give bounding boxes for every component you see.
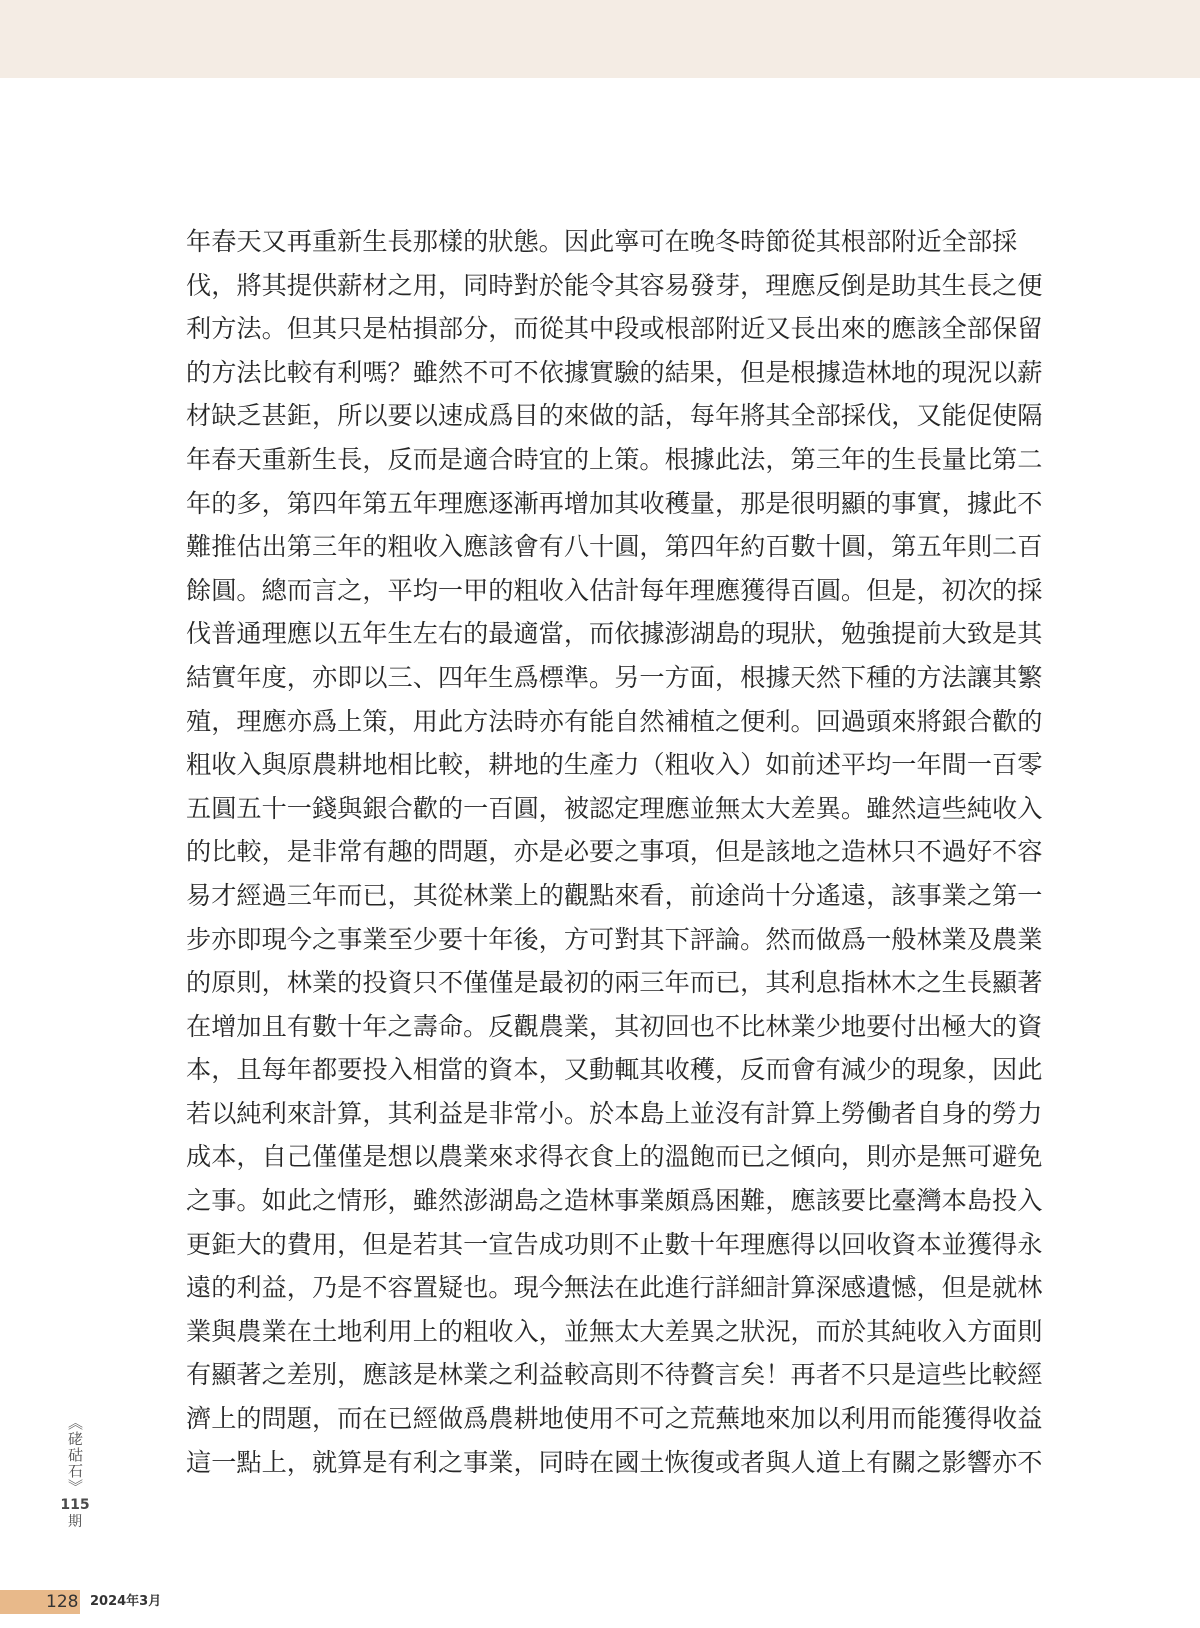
body-line: 有顯著之差別，應該是林業之利益較高則不待贅言矣！再者不只是這些比較經 (186, 1360, 1043, 1390)
body-line: 年的多，第四年第五年理應逐漸再增加其收穫量，那是很明顯的事實，據此不 (186, 488, 1043, 518)
body-line: 的方法比較有利嗎？雖然不可不依據實驗的結果，但是根據造林地的現況以薪 (186, 357, 1043, 387)
body-line: 濟上的問題，而在已經做爲農耕地使用不可之荒蕪地來加以利用而能獲得收益 (186, 1404, 1043, 1434)
body-line: 伐，將其提供薪材之用，同時對於能令其容易發芽，理應反倒是助其生長之便 (186, 270, 1043, 300)
body-line: 成本，自己僅僅是想以農業來求得衣食上的溫飽而已之傾向，則亦是無可避免 (186, 1142, 1043, 1172)
body-line: 遠的利益，乃是不容置疑也。現今無法在此進行詳細計算深感遺憾，但是就林 (186, 1273, 1043, 1303)
issue-unit: 期 (68, 1514, 82, 1530)
article-body (186, 220, 1043, 1484)
body-line: 五圓五十一錢與銀合歡的一百圓，被認定理應並無太大差異。雖然這些純收入 (186, 793, 1043, 823)
body-line: 這一點上，就算是有利之事業，同時在國土恢復或者與人道上有關之影響亦不 (186, 1447, 1043, 1477)
body-line: 年春天重新生長，反而是適合時宜的上策。根據此法，第三年的生長量比第二 (186, 444, 1043, 474)
issue-number: 115 (60, 1497, 90, 1513)
publication-side-label (60, 1415, 90, 1531)
body-line: 的原則，林業的投資只不僅僅是最初的兩三年而已，其利息指林木之生長顯著 (186, 968, 1043, 998)
body-line: 之事。如此之情形，雖然澎湖島之造林事業頗爲困難，應該要比臺灣本島投入 (186, 1186, 1043, 1216)
body-line: 在增加且有數十年之壽命。反觀農業，其初回也不比林業少地要付出極大的資 (186, 1011, 1043, 1041)
body-line: 本，且每年都要投入相當的資本，又動輒其收穫，反而會有減少的現象，因此 (186, 1055, 1043, 1085)
body-line: 難推估出第三年的粗收入應該會有八十圓，第四年約百數十圓，第五年則二百 (186, 532, 1043, 562)
body-line: 材缺乏甚鉅，所以要以速成爲目的來做的話，每年將其全部採伐，又能促使隔 (186, 401, 1043, 431)
body-line: 殖，理應亦爲上策，用此方法時亦有能自然補植之便利。回過頭來將銀合歡的 (186, 706, 1043, 736)
header-band (0, 0, 1200, 78)
page-number: 128 (46, 1592, 79, 1612)
body-line: 年春天又再重新生長那樣的狀態。因此寧可在晚冬時節從其根部附近全部採 (186, 227, 1018, 256)
body-line: 業與農業在土地利用上的粗收入，並無太大差異之狀況，而於其純收入方面則 (186, 1316, 1043, 1346)
publication-title: 《硓𥑮石》 (66, 1415, 84, 1495)
body-line: 易才經過三年而已，其從林業上的觀點來看，前途尚十分遙遠，該事業之第一 (186, 880, 1043, 910)
body-line: 餘圓。總而言之，平均一甲的粗收入估計每年理應獲得百圓。但是，初次的採 (186, 575, 1043, 605)
issue-date: 2024年3月 (90, 1594, 162, 1609)
body-line: 結實年度，亦即以三、四年生爲標準。另一方面，根據天然下種的方法讓其繁 (186, 662, 1043, 692)
body-line: 步亦即現今之事業至少要十年後，方可對其下評論。然而做爲一般林業及農業 (186, 924, 1043, 954)
body-line: 伐普通理應以五年生左右的最適當，而依據澎湖島的現狀，勉強提前大致是其 (186, 619, 1043, 649)
body-line: 若以純利來計算，其利益是非常小。於本島上並沒有計算上勞働者自身的勞力 (186, 1098, 1043, 1128)
body-line: 粗收入與原農耕地相比較，耕地的生產力（粗收入）如前述平均一年間一百零 (186, 750, 1043, 780)
body-line: 的比較，是非常有趣的問題，亦是必要之事項，但是該地之造林只不過好不容 (186, 837, 1043, 867)
body-line: 更鉅大的費用，但是若其一宣告成功則不止數十年理應得以回收資本並獲得永 (186, 1229, 1043, 1259)
body-line: 利方法。但其只是枯損部分，而從其中段或根部附近又長出來的應該全部保留 (186, 314, 1043, 344)
